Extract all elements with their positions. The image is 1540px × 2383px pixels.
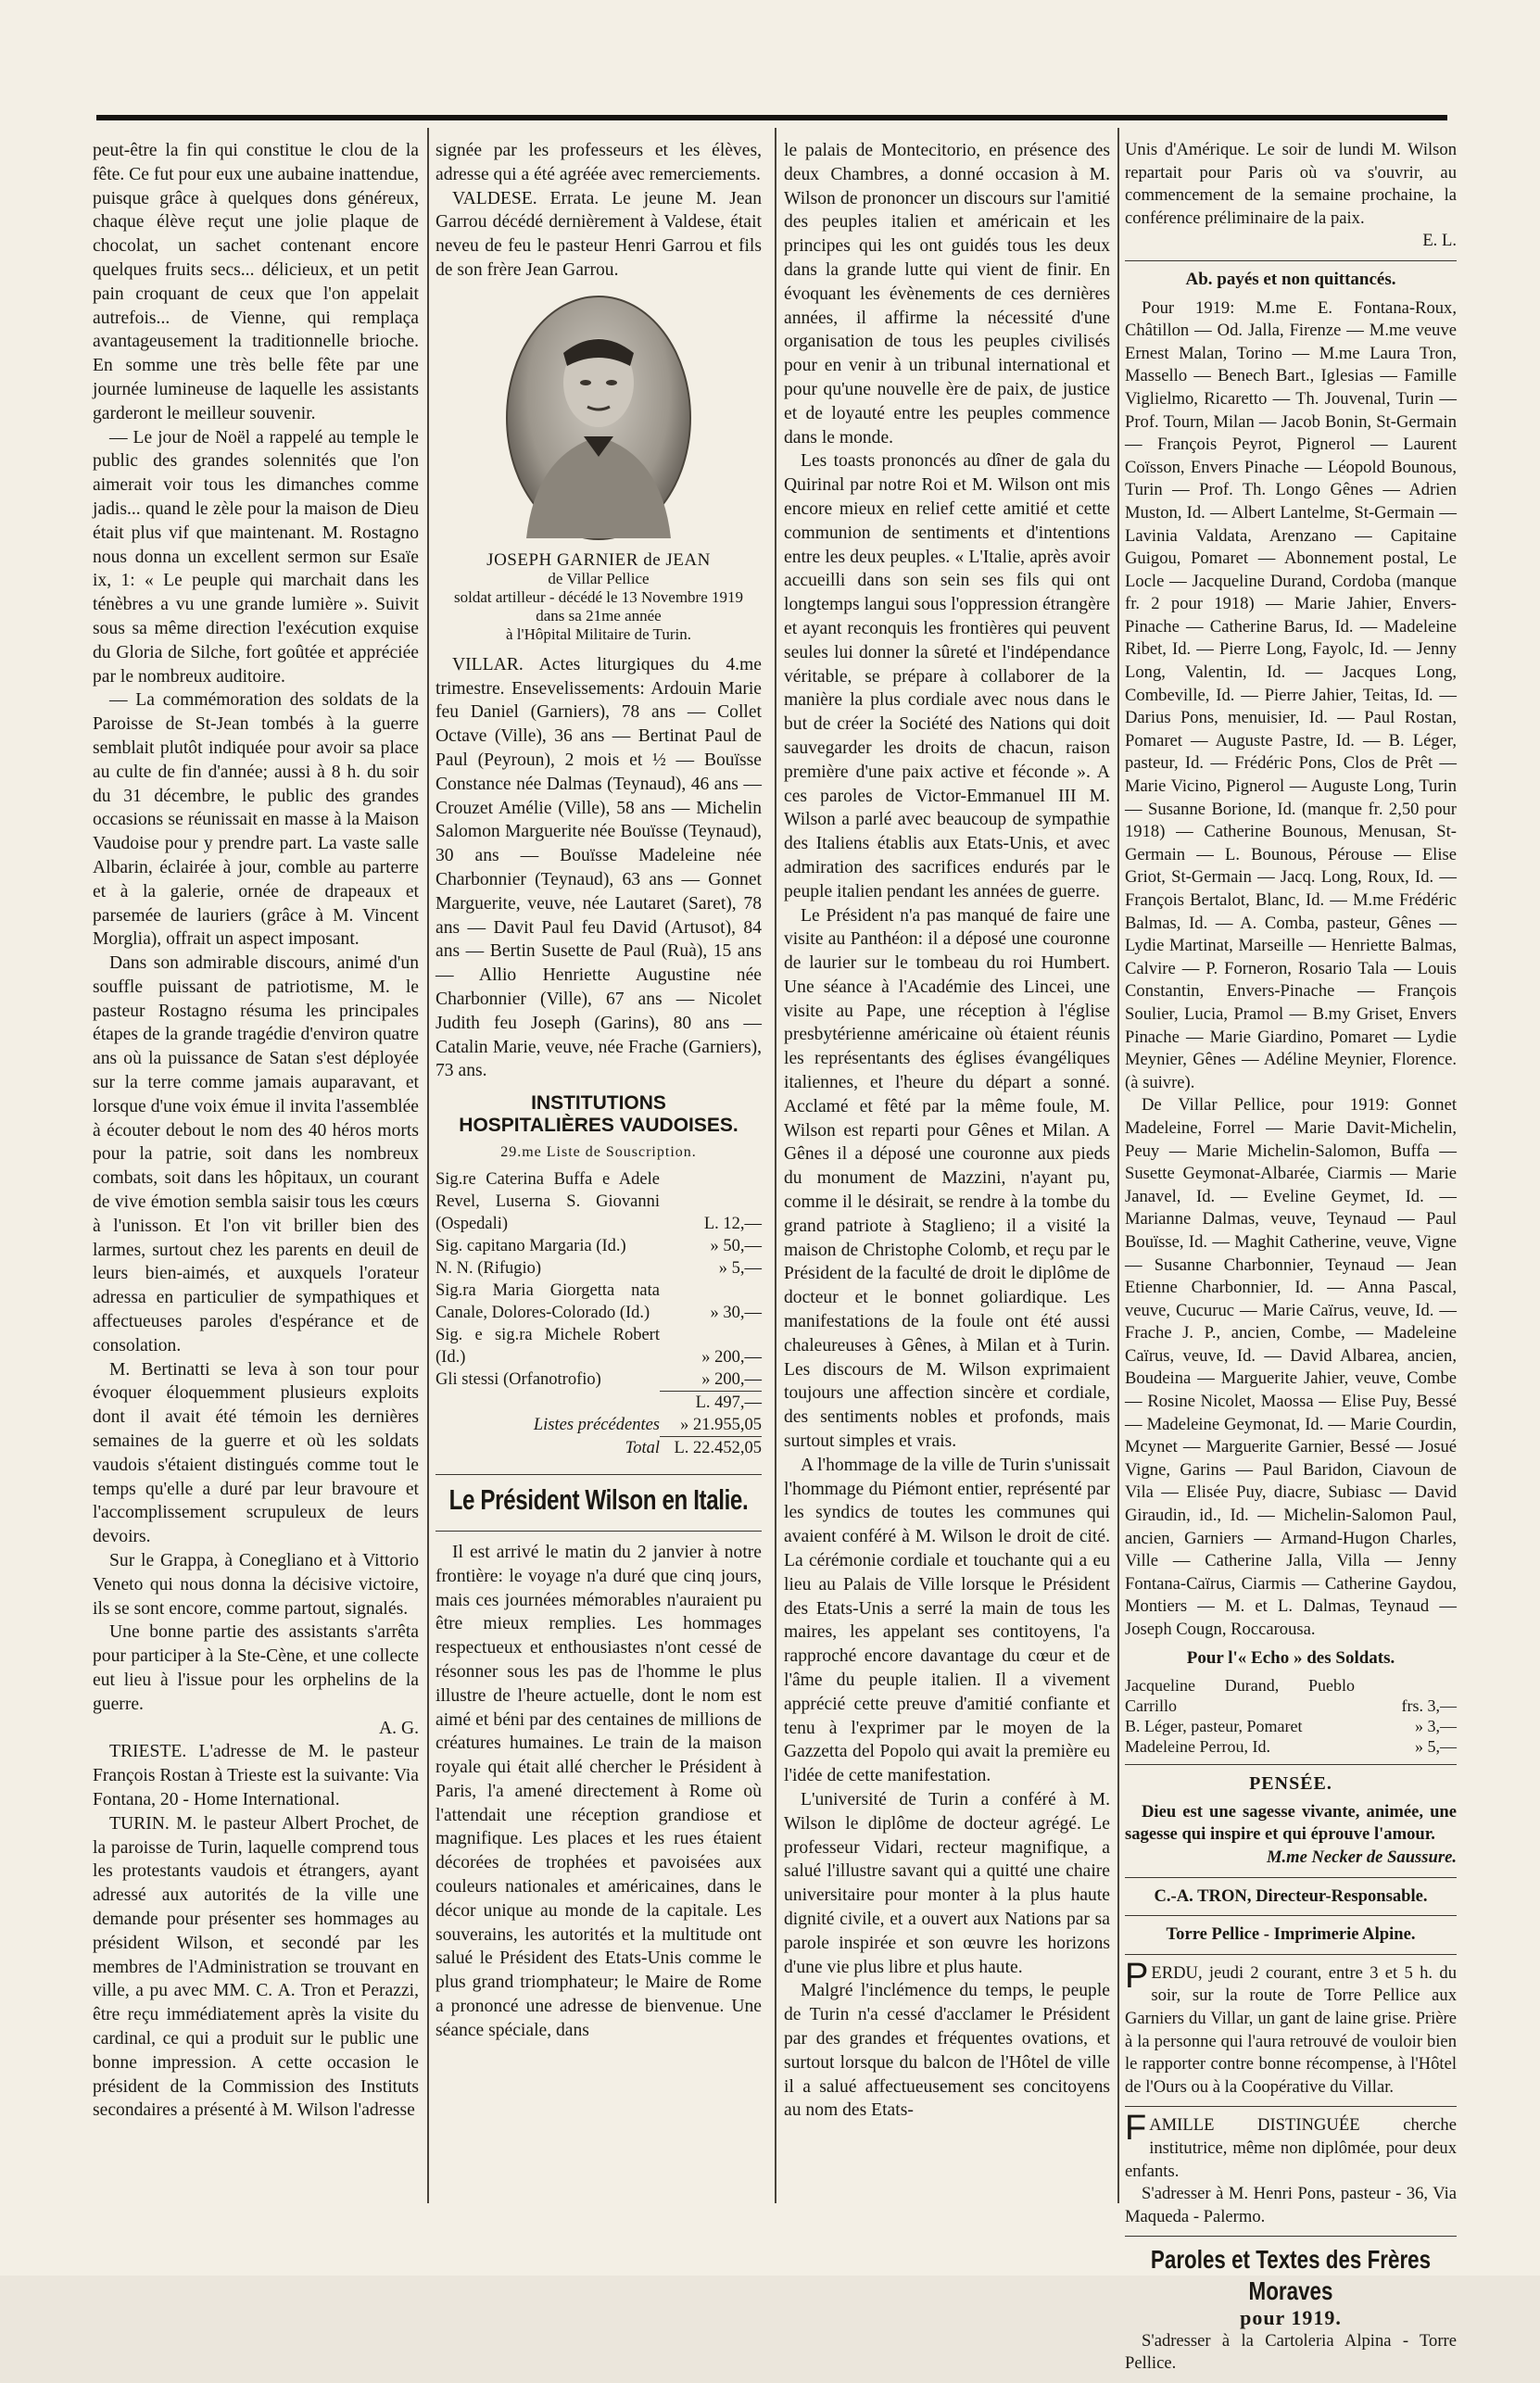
- subscriber-name: Sig.re Caterina Buffa e Adele Revel, Luserna S. Giovanni (Ospedali): [435, 1169, 660, 1233]
- article-paragraph: le palais de Montecitorio, en présence des deux Chambres, a donné occasion à M. Wilson de prononcer un discours sur l'amitié des peuples italien et américain et les principes qui les ont guidés tous les deux dans la grande lutte qui vient de finir. En évoquant les évènements de ces dernières années, il affirme la nécessité d'une organisation de tous les peuples civilisés pour en venir à un tribunal international et pour qu'une nouvelle ère de paix, de justice et de loyauté entre les peuples commence dans le monde.: [784, 141, 1110, 448]
- subscriber-amount: » 200,—: [701, 1369, 762, 1389]
- subscriber-name: Sig.ra Maria Giorgetta nata Canale, Dolores-Colorado (Id.): [435, 1280, 660, 1322]
- table-row: [435, 1324, 762, 1368]
- section-divider: [1125, 260, 1457, 261]
- paroles-ad: [1125, 2236, 1457, 2383]
- table-row: [435, 1391, 762, 1414]
- famille-text: [1125, 2109, 1457, 2183]
- section-divider: [1125, 1877, 1457, 1878]
- column-4: [1125, 139, 1457, 2383]
- pensee-author: M.me Necker de Saussure.: [1266, 1847, 1457, 1867]
- article-paragraph: A l'hommage de la ville de Turin s'unissait l'hommage du Piémont entier, représenté par les syndics de toutes les communes qui avaient conféré à M. Wilson le droit de cité. La cérémonie cordiale et touchante qui a eu lieu au Palais de Ville lorsque le Président des Etats-Unis a serré la main de tous les maires, les appelant ses contitoyens, l'a rapproché encore davantage du cœur et de l'âme du peuple italien. Il a vivement apprécié cette preuve d'amitié confiante et tenu à l'exprimer par le moyen de la Gazzetta del Popolo qui avait la première eu l'idée de cette manifestation.: [784, 1455, 1110, 1786]
- column-divider: [1117, 128, 1119, 2203]
- table-row: [435, 1280, 762, 1324]
- caption-line: soldat artilleur - décédé le 13 Novembre 1919: [453, 587, 744, 606]
- article-paragraph: Dans son admirable discours, animé d'un souffle puissant de patriotisme, M. le pasteur Rostagno résuma les principales étapes de la grande tragédie d'environ quatre ans où la puissance de Satan s'est déployée sur la terre comme jamais auparavant, et lorsque d'une voix émue il invita l'assemblée à écouter debout le nom des 40 héros morts pour la patrie, soit dans les nombreux combats, soit dans les hôpitaux, un courant de vive émotion sembla saisir tous les cœurs à l'unisson. Et l'on vit briller bien des larmes, surtout chez les parents en deuil de leurs bien-aimés, et auxquels l'orateur adressa en particulier de sympathiques et affectueuses paroles d'espérance et de consolation.: [93, 953, 419, 1355]
- echo-title: Pour l'« Echo » des Soldats.: [1186, 1647, 1395, 1668]
- column-1: [93, 139, 419, 2123]
- article-paragraph: peut-être la fin qui constitue le clou de la fête. Ce fut pour eux une aubaine inattendue, puisque grâce à quelques dons généreux, chaque élève reçut une jolie plaque de chocolat, un sachet contenant encore quelques fruits secs... délicieux, et un petit pain croquant de ceux que l'on appelait autrefois... de Vienne, qui remplaça avantageusement la traditionnelle brioche. En somme une très belle fête par une journée lumineuse de laquelle les assistants garderont le meilleur souvenir.: [93, 141, 420, 423]
- paroles-title: Paroles et Textes des Frères Moraves: [1150, 2245, 1432, 2306]
- portrait-caption: [435, 551, 762, 644]
- perdu-body: ERDU, jeudi 2 courant, entre 3 et 5 h. du soir, sur la route de Torre Pellice aux Garniers du Villar, un gant de laine grise. Prière à la personne qui l'aura retrouvé de vouloir bien le rapporter contre bonne récompense, à l'Hôtel de l'Ours ou à la Coopérative du Villar.: [1125, 1962, 1457, 2097]
- villar-subscriptions: De Villar Pellice, pour 1919: Gonnet Madeleine, Forrel — Marie Davit-Michelin, Peuy — Marie Michelin-Salomon, Buffa — Susette Geymonat-Albarée, Ciarmis — Marie Janavel, Id. — Eveline Geymet, Id. — Marianne Dalmas, veuve, Teynaud — Paul Bouïsse, Id. — Maghit Catherine, veuve, Vigne — Susanne Charbonnier, Teynaud — Jean Etienne Charbonnier, Id. — Anna Pascal, veuve, Cucuruc — Marie Caïrus, veuve, Id. — Frache J. P., ancien, Combe, — Madeleine Caïrus, veuve, Id. — David Albarea, ancien, Boudeina — Marguerite Jahier, veuve, Combe — Rosine Nicolet, Maossa — Elise Puy, Bessé — Madeleine Geymonat, Id. — Marie Courdin, Mcynet — Marguerite Garnier, Bessé — Josué Vigne, Garins — Paul Baridon, Ciavoun de Vila — Elisée Puy, diacre, Subiasc — David Giraudin, id., Id. — Michelin-Salomon Paul, ancien, Garniers — Armand-Hugon Charles, Ville — Catherine Jalla, Villa — Jenny Fontana-Caïrus, Ciarmis — Catherine Gaydou, Montiers — M. et L. Dalmas, Teynaud — Joseph Cougn, Roccarousa.: [1125, 1095, 1457, 1639]
- total-amount: L. 22.452,05: [660, 1436, 762, 1459]
- caption-line: de Villar Pellice: [548, 569, 650, 587]
- trieste-notice: TRIESTE. L'adresse de M. le pasteur François Rostan à Trieste est la suivante: Via Fontana, 20 - Home International.: [93, 1742, 419, 1809]
- director-line: C.-A. TRON, Directeur-Responsable.: [1154, 1885, 1428, 1906]
- article-paragraph: Malgré l'inclémence du temps, le peuple de Turin n'a cessé d'acclamer le Président par des grandes et fréquentes ovations, et surtout lorsque du balcon de l'Hôtel de ville il a salué affectueusement ses concitoyens au nom des Etats-: [784, 1981, 1110, 2121]
- famille-address: S'adresser à M. Henri Pons, pasteur - 36, Via Maqueda - Palermo.: [1125, 2184, 1457, 2226]
- article-paragraph: Les toasts prononcés au dîner de gala du Quirinal par notre Roi et M. Wilson ont mis encore mieux en relief cette amitié et cette communion de sentiments et d'intentions entre les deux peuples. « L'Italie, après avoir accueilli dans son sein ses fils qui ont longtemps langui sous l'oppression étrangère et ayant reconquis les frontières qui peuvent seules lui donner la sûreté et l'indépendance véritable, se prépare à collaborer de la manière la plus cordiale avec nous dans le but de créer la Société des Nations qui doit sauvegarder les droits de chacun, raison première d'une paix active et féconde ». A ces paroles de Victor-Emmanuel III M. Wilson a parlé avec beaucoup de sympathie des Italiens établis aux Etats-Unis, et avec admiration des sacrifices endurés par le peuple italien pendant les années de guerre.: [784, 451, 1110, 902]
- article-paragraph: Il est arrivé le matin du 2 janvier à notre frontière: le voyage n'a duré que cinq jours, mais ces journées mémorables n'auraient pu être mieux remplies. Les hommages respectueux et enthousiastes n'ont cessé de résonner sous les pas de l'homme le plus illustre de l'heure actuelle, dont le nom est aimé et béni par des centaines de millions de créatures humaines. Le train de la maison royale qui était allé chercher le Président à Paris, l'a amené directement à Rome où l'attendait une réception grandiose et magnifique. Les places et les rues étaient décorées de trophées et pavoisées aux couleurs nationales et américaines, dans le décor unique au monde de la capitale. Les souverains, les autorités et la multitude ont salué le Président des Etats-Unis comme le plus grand triomphateur; le Maire de Rome a prononcé une adresse de bienvenue. Une séance spéciale, dans: [435, 1542, 762, 2040]
- total-label: Total: [625, 1438, 660, 1457]
- table-row: [435, 1368, 762, 1392]
- donor-name: Madeleine Perrou, Id.: [1125, 1737, 1270, 1757]
- article-paragraph: L'université de Turin a conféré à M. Wilson le diplôme de docteur agrégé. Le professeur Vidari, recteur magnifique, a salué l'illustre savant qui a quitté une chaire universitaire pour monter à la plus haute dignité civile, et a ouvert aux Nations par sa parole inspirée et son œuvre les horizons d'une vie plus libre et plus haute.: [784, 1789, 1110, 1977]
- subtotal-amount: L. 497,—: [660, 1391, 762, 1414]
- caption-name: JOSEPH GARNIER de JEAN: [486, 549, 711, 570]
- table-row: [435, 1414, 762, 1437]
- donor-name: B. Léger, pasteur, Pomaret: [1125, 1717, 1303, 1736]
- article-paragraph: M. Bertinatti se leva à son tour pour évoquer éloquemment plusieurs exploits dont il avait été témoin les dernières semaines de la guerre et où les soldats vaudois s'étaient distingués comme tout le temps qu'elle a duré par leur bravoure et l'accomplissement scrupuleux de leurs devoirs.: [93, 1359, 419, 1547]
- table-row: [435, 1168, 762, 1235]
- famille-body: AMILLE DISTINGUÉE cherche institutrice, même non diplômée, pour deux enfants.: [1125, 2115, 1457, 2181]
- subscriber-name: Sig. capitano Margaria (Id.): [435, 1236, 626, 1255]
- perdu-ad: [1125, 1954, 1457, 2107]
- section-divider: [1125, 1915, 1457, 1916]
- previous-label: Listes précédentes: [533, 1416, 660, 1435]
- article-paragraph: Une bonne partie des assistants s'arrêta pour participer à la Ste-Cène, et une collecte eut lieu à l'issue pour les orphelins de la guerre.: [93, 1622, 419, 1714]
- subscription-table: [435, 1168, 762, 1459]
- article-paragraph: signée par les professeurs et les élèves, adresse qui a été agréée avec remerciements.: [435, 141, 762, 184]
- subscriptions-title: Ab. payés et non quittancés.: [1185, 269, 1396, 289]
- subscriber-name: Sig. e sig.ra Michele Robert (Id.): [435, 1325, 660, 1367]
- valdese-notice: VALDESE. Errata. Le jeune M. Jean Garrou décédé dernièrement à Valdese, était neveu de feu le pasteur Henri Garrou et fils de son frère Jean Garrou.: [435, 188, 762, 280]
- top-rule: [96, 115, 1447, 120]
- perdu-dropcap: P: [1125, 1956, 1149, 1996]
- subscriber-amount: » 200,—: [701, 1347, 762, 1367]
- soldier-portrait: [506, 296, 691, 540]
- article-paragraph: — Le jour de Noël a rappelé au temple le public des grandes solennités que l'on aimerait voir tous les dimanches comme jadis... quand le zèle pour la maison de Dieu était plus vif que maintenant. M. Rostagno nous donna un excellent sermon sur Esaïe ix, 1: « Le peuple qui marchait dans les ténèbres a vu une grande lumière ». Suivit sous sa même direction l'exécution exquise du Gloria de Silche, fort goûtée et appréciée par le nombreux auditoire.: [93, 427, 419, 687]
- institutions-title-line: INSTITUTIONS: [531, 1092, 666, 1115]
- donor-amount: » 3,—: [1415, 1717, 1457, 1736]
- column-3: [784, 139, 1110, 2123]
- institutions-title-line: HOSPITALIÈRES VAUDOISES.: [459, 1115, 738, 1137]
- donor-name: Jacqueline Durand, Pueblo Carrillo: [1125, 1676, 1355, 1716]
- subscriber-amount: » 30,—: [710, 1303, 762, 1322]
- table-row: [1125, 1716, 1457, 1736]
- column-divider: [775, 128, 776, 2203]
- section-divider: [1125, 1764, 1457, 1765]
- column-2: [435, 139, 762, 2043]
- donor-amount: frs. 3,—: [1401, 1696, 1457, 1716]
- wilson-title-box: [435, 1474, 762, 1532]
- famille-dropcap: F: [1125, 2109, 1147, 2149]
- subscriptions-list: Pour 1919: M.me E. Fontana-Roux, Châtillon — Od. Jalla, Firenze — M.me veuve Ernest Malan, Torino — M.me Laura Tron, Massello — Benech Bart., Iglesias — Famille Viglielmo, Ricaretto — Th. Jouvenal, Turin — Prof. Tourn, Milan — Jacob Bonin, St-Germain — François Peyrot, Pignerol — Laurent Coïsson, Envers Pinache — Léopold Bounous, Turin — Prof. Th. Longo Gênes — Adrien Muston, Id. — Albert Lantelme, St-Germain — Lavinia Valdata, Arenzano — Capitaine Guigou, Pomaret — Abonnement postal, Le Locle — Jacqueline Durand, Cordoba (manque fr. 2 pour 1918) — Marie Jahier, Envers-Pinache — Catherine Barus, Id. — Madeleine Ribet, Id. — Pierre Long, Fayolc, Id. — Jenny Long, Valentin, Id. — Jacques Long, Combeville, Id. — Pierre Jahier, Teitas, Id. — Darius Pons, menuisier, Id. — Paul Rostan, Pomaret — Auguste Pastre, Id. — B. Léger, pasteur, Id. — Frédéric Pons, Clos de Prêt — Marie Vicino, Pignerol — Auguste Long, Turin — Susanne Borione, Id. (manque fr. 2,50 pour 1918) — Catherine Bounous, Menusan, St-Germain — L. Bounous, Pérouse — Elise Griot, St-Germain — Jacq. Long, Roux, Id. — François Bertalot, Blanc, Id. — M.me Frédéric Balmas, Id. — A. Comba, pasteur, Gênes — Lydie Martinat, Marseille — Henriette Balmas, Calvire — P. Forneron, Rosario Tala — Louis Constantin, Envers-Pinache — François Soulier, Lucia, Pramol — B.my Griset, Envers Pinache — Marie Giardino, Pomaret — Lydie Meynier, Gênes — Adéline Meynier, Florence. (à suivre).: [1125, 297, 1457, 1092]
- villar-notice: VILLAR. Actes liturgiques du 4.me trimestre. Ensevelissements: Ardouin Marie feu Daniel (Garniers), 78 ans — Collet Octave (Ville), 36 ans — Bertinat Paul de Paul (Peyroun), 2 mois et ½ — Bouïsse Constance née Dalmas (Teynaud), 46 ans — Crouzet Amélie (Ville), 58 ans — Michelin Salomon Marguerite née Bouïsse (Teynaud), 30 ans — Bouïsse Madeleine née Charbonnier (Teynaud), 63 ans — Gonnet Marguerite, veuve, née Lautaret (Saret), 78 ans — Davit Paul feu David (Artusot), 84 ans — Bertin Susette de Paul (Ruà), 15 ans — Allio Henriette Augustine née Charbonnier (Ville), 67 ans — Nicolet Judith feu Joseph (Garins), 80 ans — Catalin Marie, veuve, née Frache (Garniers), 73 ans.: [435, 654, 762, 1081]
- paroles-address: S'adresser à la Cartoleria Alpina - Torre Pellice.: [1125, 2330, 1457, 2374]
- subscriber-name: Gli stessi (Orfanotrofio): [435, 1370, 601, 1390]
- wilson-headline: Le Président Wilson en Italie.: [448, 1482, 749, 1516]
- famille-ad: [1125, 2106, 1457, 2236]
- donor-amount: » 5,—: [1415, 1737, 1457, 1757]
- table-row: [435, 1235, 762, 1257]
- subscriber-amount: » 5,—: [718, 1258, 762, 1278]
- paroles-year: pour 1919.: [1240, 2306, 1342, 2330]
- subscriber-amount: » 50,—: [710, 1236, 762, 1255]
- previous-amount: » 21.955,05: [680, 1415, 762, 1434]
- perdu-text: [1125, 1956, 1457, 2099]
- table-row: [435, 1436, 762, 1459]
- article-signature: E. L.: [1422, 231, 1457, 251]
- article-paragraph: — La commémoration des soldats de la Paroisse de St-Jean tombés à la guerre semblait plutôt indiquée pour avoir sa place au culte de fin d'année; aussi à 8 h. du soir du 31 décembre, le public des grandes occasions se réunissait en masse à la Maison Vaudoise pour y prendre part. La vaste salle Albarin, éclairée à jour, comble au parterre et à la galerie, ornée de drapeaux et parsemée de lauriers (grâce à M. Vincent Morglia), offrait un aspect imposant.: [93, 690, 419, 950]
- caption-line: à l'Hôpital Militaire de Turin.: [506, 624, 691, 643]
- caption-line: dans sa 21me année: [536, 606, 662, 624]
- subscriber-amount: L. 12,—: [703, 1214, 762, 1233]
- article-paragraph: Unis d'Amérique. Le soir de lundi M. Wilson repartait pour Paris où va s'ouvrir, au commencement de la semaine prochaine, la conférence préliminaire de la paix.: [1125, 140, 1457, 228]
- printer-line: Torre Pellice - Imprimerie Alpine.: [1166, 1924, 1416, 1945]
- echo-table: [1125, 1675, 1457, 1757]
- table-row: [435, 1257, 762, 1280]
- article-signature: A. G.: [379, 1718, 419, 1738]
- portrait-illustration: [508, 297, 689, 538]
- table-row: [1125, 1675, 1457, 1716]
- subscriber-name: N. N. (Rifugio): [435, 1258, 542, 1278]
- turin-notice: TURIN. M. le pasteur Albert Prochet, de la paroisse de Turin, laquelle comprend tous les protestants vaudois et étrangers, ayant adressé aux autorités de la ville une demande pour présenter ses hommages au président Wilson, et secondé par les membres de l'Administration se trouvant en ville, a pu avec MM. C. A. Tron et Perazzi, être reçu immédiatement après la visite du cardinal, ce qui a produit sur le public une bonne impression. A cette occasion le président de la Commission des Instituts secondaires a présenté à M. Wilson l'adresse: [93, 1813, 419, 2121]
- subscription-subtitle: 29.me Liste de Souscription.: [500, 1144, 697, 1161]
- pensee-text: Dieu est une sagesse vivante, animée, une sagesse qui inspire et qui éprouve l'amour.: [1125, 1801, 1457, 1845]
- article-paragraph: Sur le Grappa, à Conegliano et à Vittorio Veneto qui nous donna la décisive victoire, ils se sont encore, comme partout, signalés.: [93, 1551, 419, 1619]
- column-divider: [427, 128, 429, 2203]
- institutions-title: [435, 1092, 762, 1137]
- table-row: [1125, 1736, 1457, 1757]
- article-paragraph: Le Président n'a pas manqué de faire une visite au Panthéon: il a déposé une couronne de laurier sur le tombeau du roi Humbert. Une séance à l'Académie des Lincei, une visite au Pape, une réception à l'église presbytérienne américaine où étaient réunis les représentants des églises évangéliques italiennes, et l'heure du départ a sonné. Acclamé et fêté par la même foule, M. Wilson est reparti pour Gênes et Milan. A Gênes il a déposé une couronne aux pieds du monument de Mazzini, n'ayant pu, comme il le désirait, se rendre à la tombe du grand patriote à Staglieno; il a visité la maison de Christophe Colomb, et reçu par le Président de la faculté de droit le diplôme de docteur et le bonnet goliardique. Les manifestations de la foule ont été aussi chaleureuses à Gênes, à Milan et à Turin. Les discours de M. Wilson exprimaient toujours une affection sincère et cordiale, des sentiments nobles et profonds, mais surtout simples et vrais.: [784, 905, 1110, 1452]
- pensee-title: PENSÉE.: [1249, 1773, 1332, 1795]
